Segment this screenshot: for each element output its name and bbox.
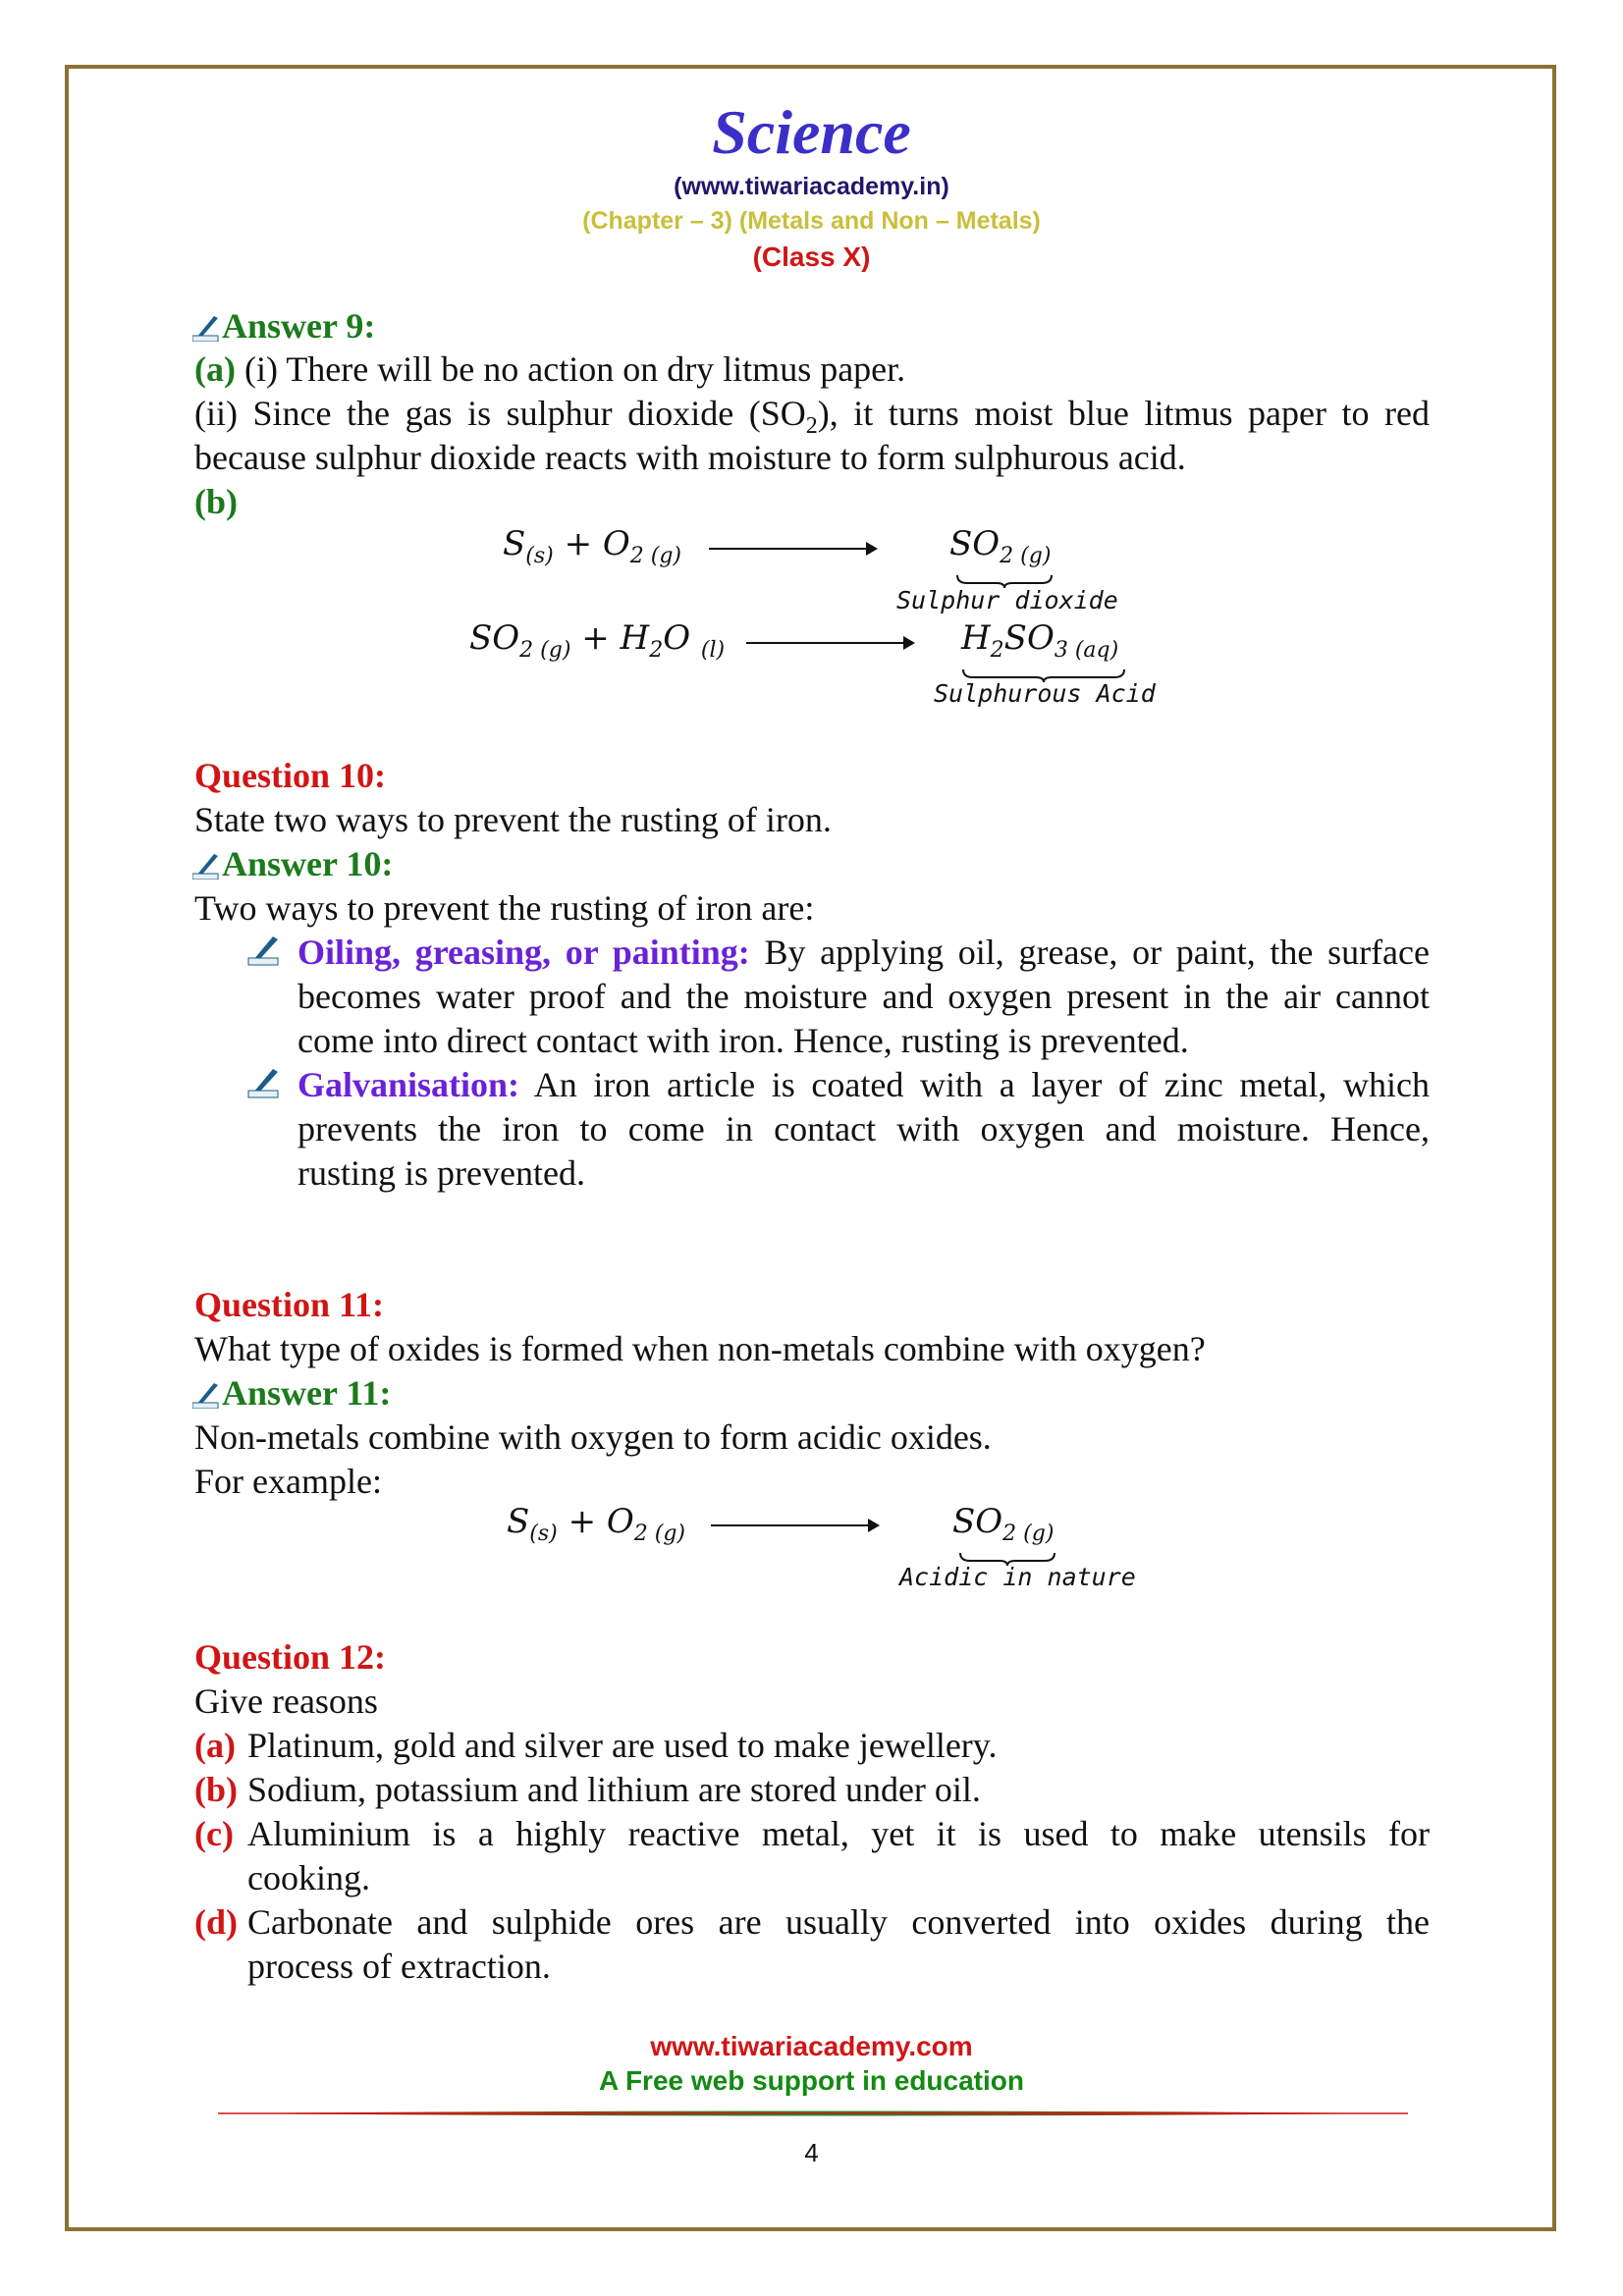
equation-3-reactants: $S_{(s)} + O_{2 (g)}$ [507, 1502, 685, 1546]
reason-b-text: Sodium, potassium and lithium are stored under oil. [247, 1770, 981, 1809]
header-url: (www.tiwariacademy.in) [674, 173, 949, 200]
footer-tagline: A Free web support in education [598, 2065, 1024, 2096]
reason-d-text-cont: process of extraction. [247, 1947, 551, 1986]
answer-10-intro: Two ways to prevent the rusting of iron are: [194, 888, 815, 928]
equation-1-product: $SO_{2 (g)}$ [949, 524, 1052, 568]
reason-c-text-cont: cooking. [247, 1858, 370, 1897]
reason-d-label: (d) [194, 1902, 238, 1942]
answer-9-a-ii: (ii) Since the gas is sulphur dioxide $(SO_2)$, it turns moist blue litmus paper to red [194, 394, 1430, 440]
quill-pen-icon [192, 850, 220, 880]
bullet-galvanisation: Galvanisation: An iron article is coated with a layer of zinc metal, which [298, 1065, 1430, 1104]
equation-2-arrow [746, 642, 913, 644]
question-11-text: What type of oxides is formed when non-metals combine with oxygen? [194, 1329, 1206, 1368]
bullet-galvanisation-cont-2: rusting is prevented. [298, 1153, 585, 1193]
page-number: 4 [804, 2138, 819, 2167]
equation-3-label: Acidic in nature [899, 1563, 1136, 1591]
answer-9-a-ii-cont: because sulphur dioxide reacts with moisture to form sulphurous acid. [194, 438, 1186, 477]
answer-9-heading: Answer 9: [192, 304, 375, 347]
reason-c-text: Aluminium is a highly reactive metal, yet it is used to make utensils for [247, 1814, 1430, 1853]
reason-b-label: (b) [194, 1770, 238, 1809]
equation-1-reactants: $S_{(s)} + O_{2 (g)}$ [503, 524, 681, 568]
equation-3-arrow [711, 1524, 878, 1526]
equation-2-reactants: $SO_{2 (g)} + H_2O$ $_{(l)}$ [469, 618, 726, 663]
equation-1-label: Sulphur dioxide [896, 586, 1118, 614]
question-11-heading: Question 11: [194, 1285, 385, 1324]
page-title: Science [712, 97, 911, 167]
reason-a-label: (a) [194, 1726, 236, 1765]
equation-1-arrow [709, 548, 876, 550]
bullet-oiling-cont-1: becomes water proof and the moisture and oxygen present in the air cannot [298, 977, 1430, 1016]
bullet-oiling: Oiling, greasing, or painting: By applying oil, grease, or paint, the surface [298, 933, 1430, 972]
footer-divider [218, 2109, 1408, 2118]
equation-2-label: Sulphurous Acid [934, 679, 1156, 708]
answer-11-line-2: For example: [194, 1462, 382, 1501]
answer-9-b-label: (b) [194, 482, 238, 521]
question-12-heading: Question 12: [194, 1637, 387, 1677]
quill-pen-bullet-icon [247, 1065, 281, 1098]
reason-d-text: Carbonate and sulphide ores are usually converted into oxides during the [247, 1902, 1430, 1942]
bullet-oiling-cont-2: come into direct contact with iron. Hence, rusting is prevented. [298, 1021, 1189, 1060]
equation-3-product: $SO_{2 (g)}$ [952, 1502, 1055, 1546]
footer-url: www.tiwariacademy.com [650, 2031, 973, 2061]
reason-a-text: Platinum, gold and silver are used to make jewellery. [247, 1726, 998, 1765]
answer-11-line-1: Non-metals combine with oxygen to form acidic oxides. [194, 1417, 992, 1457]
question-12-text: Give reasons [194, 1682, 378, 1721]
header-class: (Class X) [752, 241, 871, 272]
answer-11-heading: Answer 11: [192, 1371, 391, 1415]
question-10-heading: Question 10: [194, 756, 387, 795]
quill-pen-icon [192, 1379, 220, 1409]
question-10-text: State two ways to prevent the rusting of iron. [194, 800, 832, 839]
bullet-galvanisation-cont-1: prevents the iron to come in contact with oxygen and moisture. Hence, [298, 1109, 1430, 1148]
answer-9-a: (a) (i) There will be no action on dry litmus paper. [194, 349, 906, 389]
header-chapter: (Chapter – 3) (Metals and Non – Metals) [582, 207, 1041, 235]
quill-pen-bullet-icon [247, 933, 281, 966]
quill-pen-icon [192, 312, 220, 342]
reason-c-label: (c) [194, 1814, 234, 1853]
equation-2-product: $H_2SO_{3 (aq)}$ [961, 618, 1119, 663]
answer-10-heading: Answer 10: [192, 842, 393, 885]
